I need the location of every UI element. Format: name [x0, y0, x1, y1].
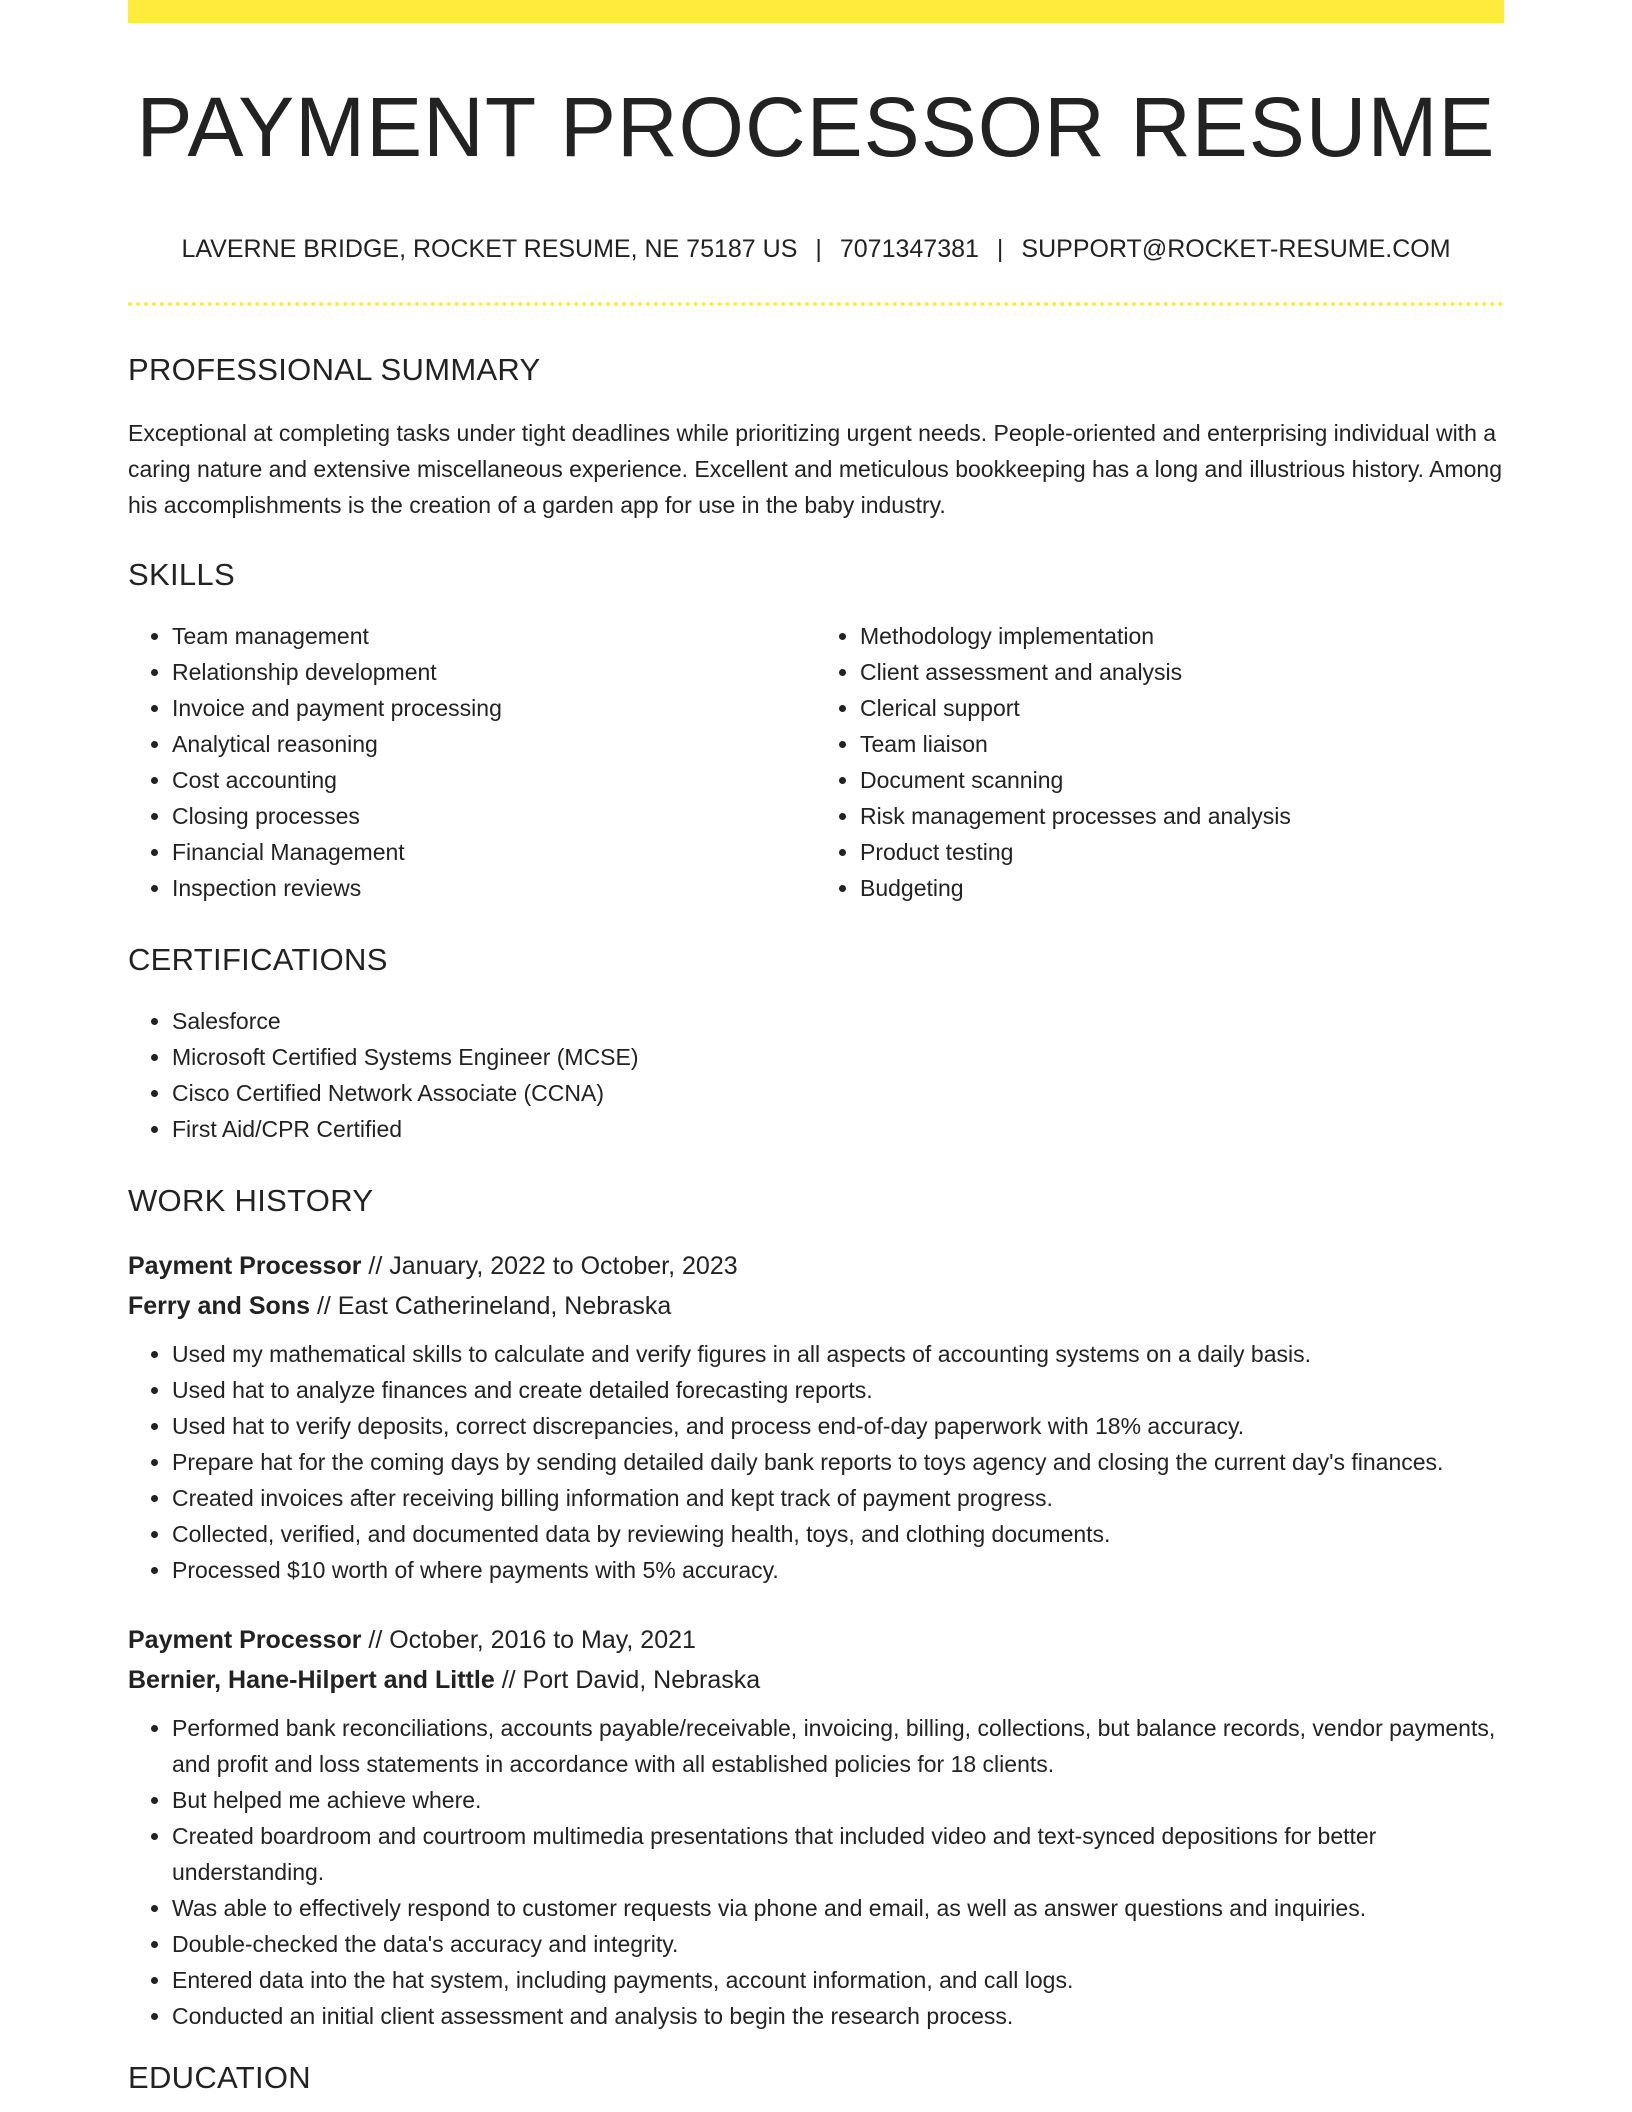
- skill-item: • Invoice and payment processing: [172, 690, 816, 726]
- job-bullet: • Processed $10 worth of where payments with 5% accuracy.: [172, 1552, 1504, 1588]
- dotted-divider: [128, 302, 1504, 306]
- certification-item: • Salesforce: [172, 1003, 1504, 1039]
- job-entry: [128, 1620, 1504, 2034]
- skills-list-right: [816, 618, 1504, 906]
- contact-email: SUPPORT@ROCKET-RESUME.COM: [1021, 235, 1451, 263]
- summary-heading: PROFESSIONAL SUMMARY: [128, 352, 541, 387]
- contact-address: LAVERNE BRIDGE, ROCKET RESUME, NE 75187 US: [181, 235, 798, 263]
- certifications-heading: CERTIFICATIONS: [128, 942, 388, 977]
- skill-item: • Product testing: [860, 834, 1504, 870]
- job-bullet: • Used hat to verify deposits, correct discrepancies, and process end-of-day paperwork with 18% accuracy.: [172, 1408, 1504, 1444]
- job-dates: // October, 2016 to May, 2021: [361, 1626, 696, 1654]
- job-bullets: [128, 1710, 1504, 2034]
- certification-item: • Microsoft Certified Systems Engineer (MCSE): [172, 1039, 1504, 1075]
- certifications-list: [128, 1003, 1504, 1147]
- skill-item: • Document scanning: [860, 762, 1504, 798]
- job-bullet: • Entered data into the hat system, including payments, account information, and call logs.: [172, 1962, 1504, 1998]
- job-title: Payment Processor: [128, 1252, 362, 1280]
- top-accent-bar: [128, 0, 1504, 23]
- contact-separator: |: [815, 235, 822, 263]
- certification-item: • First Aid/CPR Certified: [172, 1111, 1504, 1147]
- skill-item: • Client assessment and analysis: [860, 654, 1504, 690]
- contact-line: [128, 237, 1504, 262]
- job-bullet: • Used my mathematical skills to calculate and verify figures in all aspects of accounting systems on a daily basis.: [172, 1336, 1504, 1372]
- job-entry: [128, 1246, 1504, 1588]
- job-bullet: • Conducted an initial client assessment and analysis to begin the research process.: [172, 1998, 1504, 2034]
- skill-item: • Financial Management: [172, 834, 816, 870]
- job-bullet: • Created boardroom and courtroom multimedia presentations that included video and text-synced depositions for better understanding.: [172, 1818, 1504, 1890]
- contact-phone: 7071347381: [839, 235, 979, 263]
- job-dates: // January, 2022 to October, 2023: [361, 1252, 738, 1280]
- job-location: // East Catherineland, Nebraska: [310, 1292, 672, 1320]
- summary-text: Exceptional at completing tasks under tight deadlines while prioritizing urgent needs. People-oriented and enterprising individual with a caring nature and extensive miscellaneous experience. Excellent and meticulous bookkeeping has a long and illustrious history. Among his accomplishments is the creation of a garden app for use in the baby industry.: [128, 420, 1502, 518]
- job-company: Ferry and Sons: [128, 1292, 310, 1320]
- skill-item: • Relationship development: [172, 654, 816, 690]
- job-bullet: • Performed bank reconciliations, accounts payable/receivable, invoicing, billing, collections, but balance records, vendor payments, and profit and loss statements in accordance with all established policies for 18 clients.: [172, 1710, 1504, 1782]
- resume-title: PAYMENT PROCESSOR RESUME: [136, 80, 1496, 174]
- skill-item: • Clerical support: [860, 690, 1504, 726]
- job-title-line: [128, 1246, 1504, 1286]
- job-bullet: • But helped me achieve where.: [172, 1782, 1504, 1818]
- skill-item: • Budgeting: [860, 870, 1504, 906]
- skills-list-left: [128, 618, 816, 906]
- job-bullet: • Collected, verified, and documented data by reviewing health, toys, and clothing documents.: [172, 1516, 1504, 1552]
- work-history-heading: WORK HISTORY: [128, 1183, 374, 1218]
- skill-item: • Closing processes: [172, 798, 816, 834]
- job-bullet: • Double-checked the data's accuracy and integrity.: [172, 1926, 1504, 1962]
- job-company: Bernier, Hane-Hilpert and Little: [128, 1666, 495, 1694]
- contact-separator: |: [996, 235, 1004, 263]
- skill-item: • Team liaison: [860, 726, 1504, 762]
- skill-item: • Methodology implementation: [860, 618, 1504, 654]
- education-heading: EDUCATION: [128, 2060, 311, 2095]
- job-bullet: • Created invoices after receiving billing information and kept track of payment progress.: [172, 1480, 1504, 1516]
- job-title-line: [128, 1620, 1504, 1660]
- skills-heading: SKILLS: [128, 557, 235, 592]
- job-title: Payment Processor: [128, 1626, 362, 1654]
- skill-item: • Cost accounting: [172, 762, 816, 798]
- job-bullet: • Was able to effectively respond to customer requests via phone and email, as well as answer questions and inquiries.: [172, 1890, 1504, 1926]
- job-bullet: • Prepare hat for the coming days by sending detailed daily bank reports to toys agency and closing the current day's finances.: [172, 1444, 1504, 1480]
- job-bullets: [128, 1336, 1504, 1588]
- job-bullet: • Used hat to analyze finances and create detailed forecasting reports.: [172, 1372, 1504, 1408]
- skill-item: • Analytical reasoning: [172, 726, 816, 762]
- skill-item: • Team management: [172, 618, 816, 654]
- skill-item: • Risk management processes and analysis: [860, 798, 1504, 834]
- certification-item: • Cisco Certified Network Associate (CCNA): [172, 1075, 1504, 1111]
- resume-page: [128, 0, 1504, 2093]
- job-company-line: [128, 1660, 1504, 1700]
- skill-item: • Inspection reviews: [172, 870, 816, 906]
- skills-columns: [128, 618, 1504, 906]
- job-company-line: [128, 1286, 1504, 1326]
- job-location: // Port David, Nebraska: [494, 1666, 761, 1694]
